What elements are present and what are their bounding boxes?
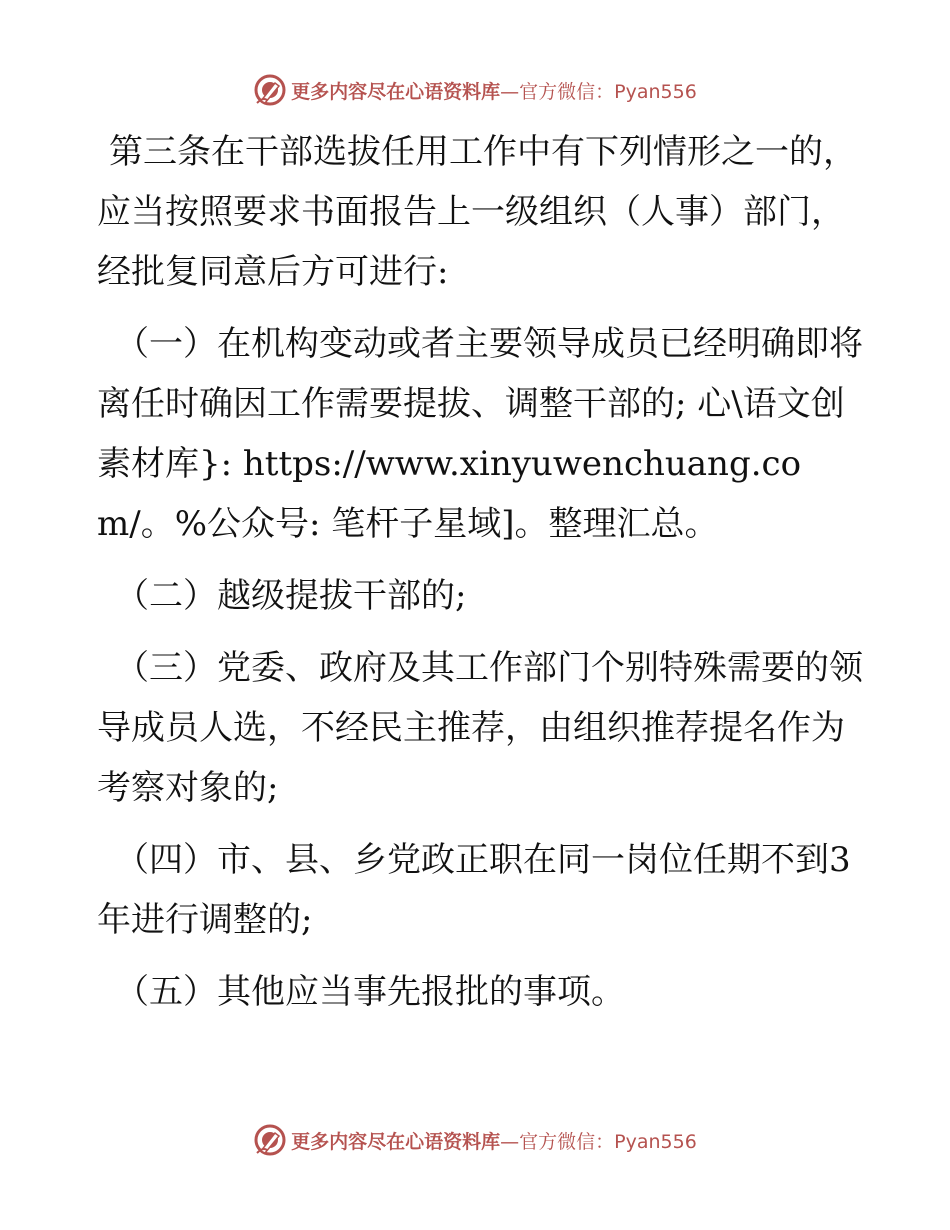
header-main-text: 更多内容尽在心语资料库 [291, 80, 501, 103]
pen-circle-logo-icon [253, 73, 287, 107]
pen-circle-logo-icon [253, 1123, 287, 1157]
paragraph-item-two: （二）越级提拔干部的; [115, 576, 467, 616]
document-body [97, 122, 867, 1034]
header-wechat-text: 官方微信：Pyan556 [519, 80, 697, 103]
header-banner-text [291, 77, 697, 104]
footer-banner-text [291, 1127, 697, 1154]
footer-banner [0, 1120, 950, 1160]
paragraph-article-three: 第三条在干部选拔任用工作中有下列情形之一的，应当按照要求书面报告上一级组织（人事）部门，经批复同意后方可进行: [97, 132, 857, 292]
paragraph-item-three: （三）党委、政府及其工作部门个别特殊需要的领导成员人选，不经民主推荐，由组织推荐提名作为考察对象的; [97, 648, 863, 808]
footer-separator: — [500, 1130, 520, 1153]
header-banner [0, 70, 950, 110]
paragraph-item-one: （一）在机构变动或者主要领导成员已经明确即将离任时确因工作需要提拔、调整干部的; 心\语文创素材库}: https://www.xinyuwenchuang.com/。%公众号: 笔杆子星域]。整理汇总。 [97, 324, 863, 544]
paragraph-item-four: （四）市、县、乡党政正职在同一岗位任期不到3年进行调整的; [97, 840, 851, 940]
paragraph-item-five: （五）其他应当事先报批的事项。 [115, 972, 625, 1012]
footer-wechat-text: 官方微信：Pyan556 [519, 1130, 697, 1153]
footer-main-text: 更多内容尽在心语资料库 [291, 1130, 501, 1153]
header-separator: — [500, 80, 520, 103]
